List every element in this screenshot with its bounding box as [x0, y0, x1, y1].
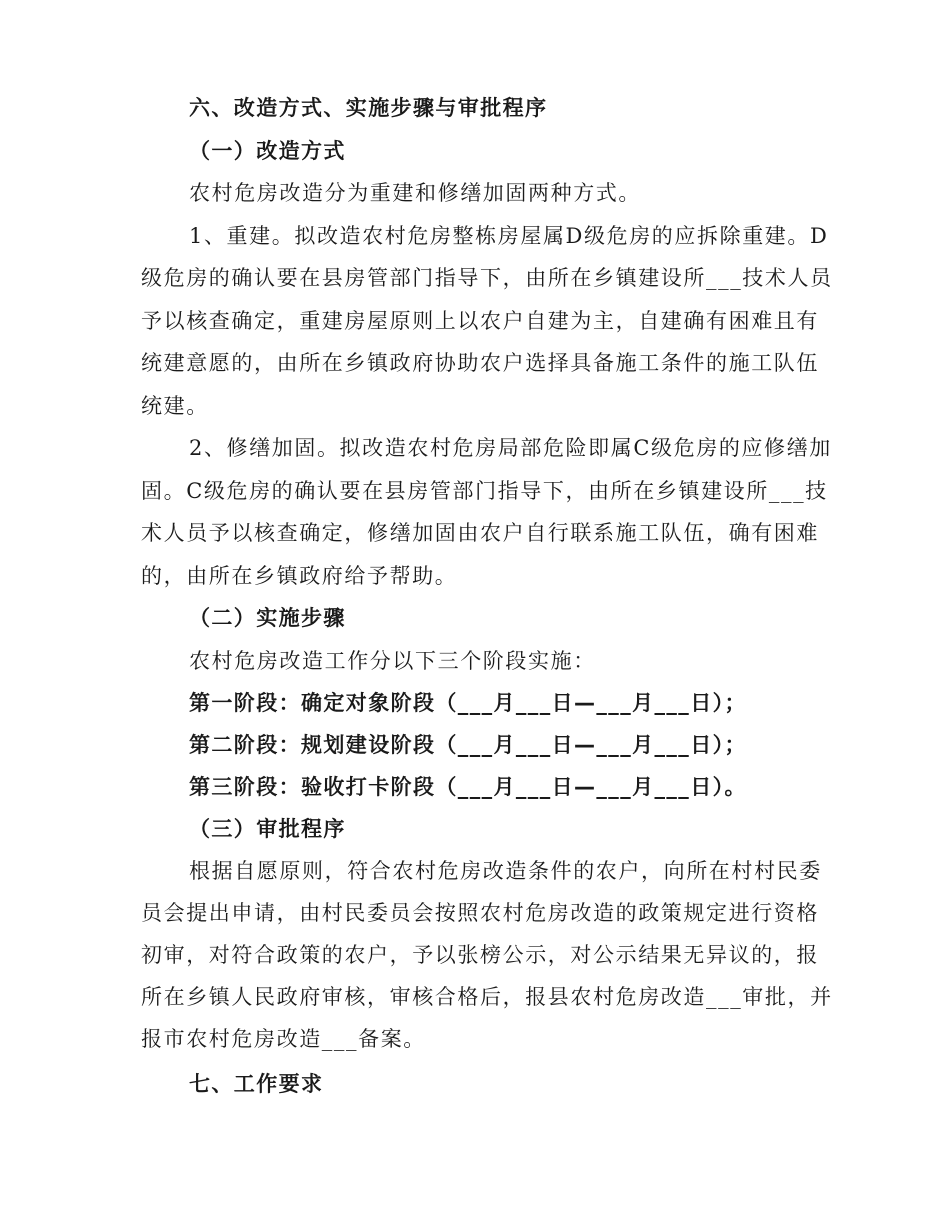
subsection-heading-3: （三）审批程序: [189, 817, 346, 841]
approval-line-4: 所在乡镇人民政府审核，审核合格后，报县农村危房改造___审批，并: [141, 985, 833, 1009]
subsection-heading-2: （二）实施步骤: [189, 606, 346, 630]
steps-intro: 农村危房改造工作分以下三个阶段实施：: [189, 649, 596, 673]
phase-1: 第一阶段：确定对象阶段（___月___日—___月___日）；: [189, 691, 747, 715]
rebuild-line-3: 予以核查确定，重建房屋原则上以农户自建为主，自建确有困难且有: [141, 309, 819, 333]
phase-2: 第二阶段：规划建设阶段（___月___日—___月___日）；: [189, 733, 747, 757]
approval-line-2: 员会提出申请，由村民委员会按照农村危房改造的政策规定进行资格: [141, 901, 819, 925]
repair-line-4: 的，由所在乡镇政府给予帮助。: [141, 564, 458, 588]
phase-3: 第三阶段：验收打卡阶段（___月___日—___月___日）。: [189, 775, 747, 799]
repair-line-3: 术人员予以核查确定，修缮加固由农户自行联系施工队伍，确有困难: [141, 521, 819, 545]
approval-line-3: 初审，对符合政策的农户，予以张榜公示，对公示结果无异议的，报: [141, 943, 819, 967]
approval-line-5: 报市农村危房改造___备案。: [141, 1027, 426, 1051]
section-heading-7: 七、工作要求: [189, 1072, 324, 1096]
subsection-heading-1: （一）改造方式: [189, 139, 346, 163]
rebuild-line-4: 统建意愿的，由所在乡镇政府协助农户选择具备施工条件的施工队伍: [141, 351, 819, 375]
rebuild-line-1: 1、重建。拟改造农村危房整栋房屋属D级危房的应拆除重建。D: [189, 224, 829, 248]
section-heading-6: 六、改造方式、实施步骤与审批程序: [189, 96, 548, 120]
repair-line-1: 2、修缮加固。拟改造农村危房局部危险即属C级危房的应修缮加: [189, 436, 832, 460]
repair-line-2: 固。C级危房的确认要在县房管部门指导下，由所在乡镇建设所___技: [141, 479, 828, 503]
rebuild-line-5: 统建。: [141, 394, 209, 418]
rebuild-line-2: 级危房的确认要在县房管部门指导下，由所在乡镇建设所___技术人员: [141, 266, 833, 290]
approval-line-1: 根据自愿原则，符合农村危房改造条件的农户，向所在村村民委: [189, 859, 822, 883]
paragraph-intro: 农村危房改造分为重建和修缮加固两种方式。: [189, 181, 641, 205]
